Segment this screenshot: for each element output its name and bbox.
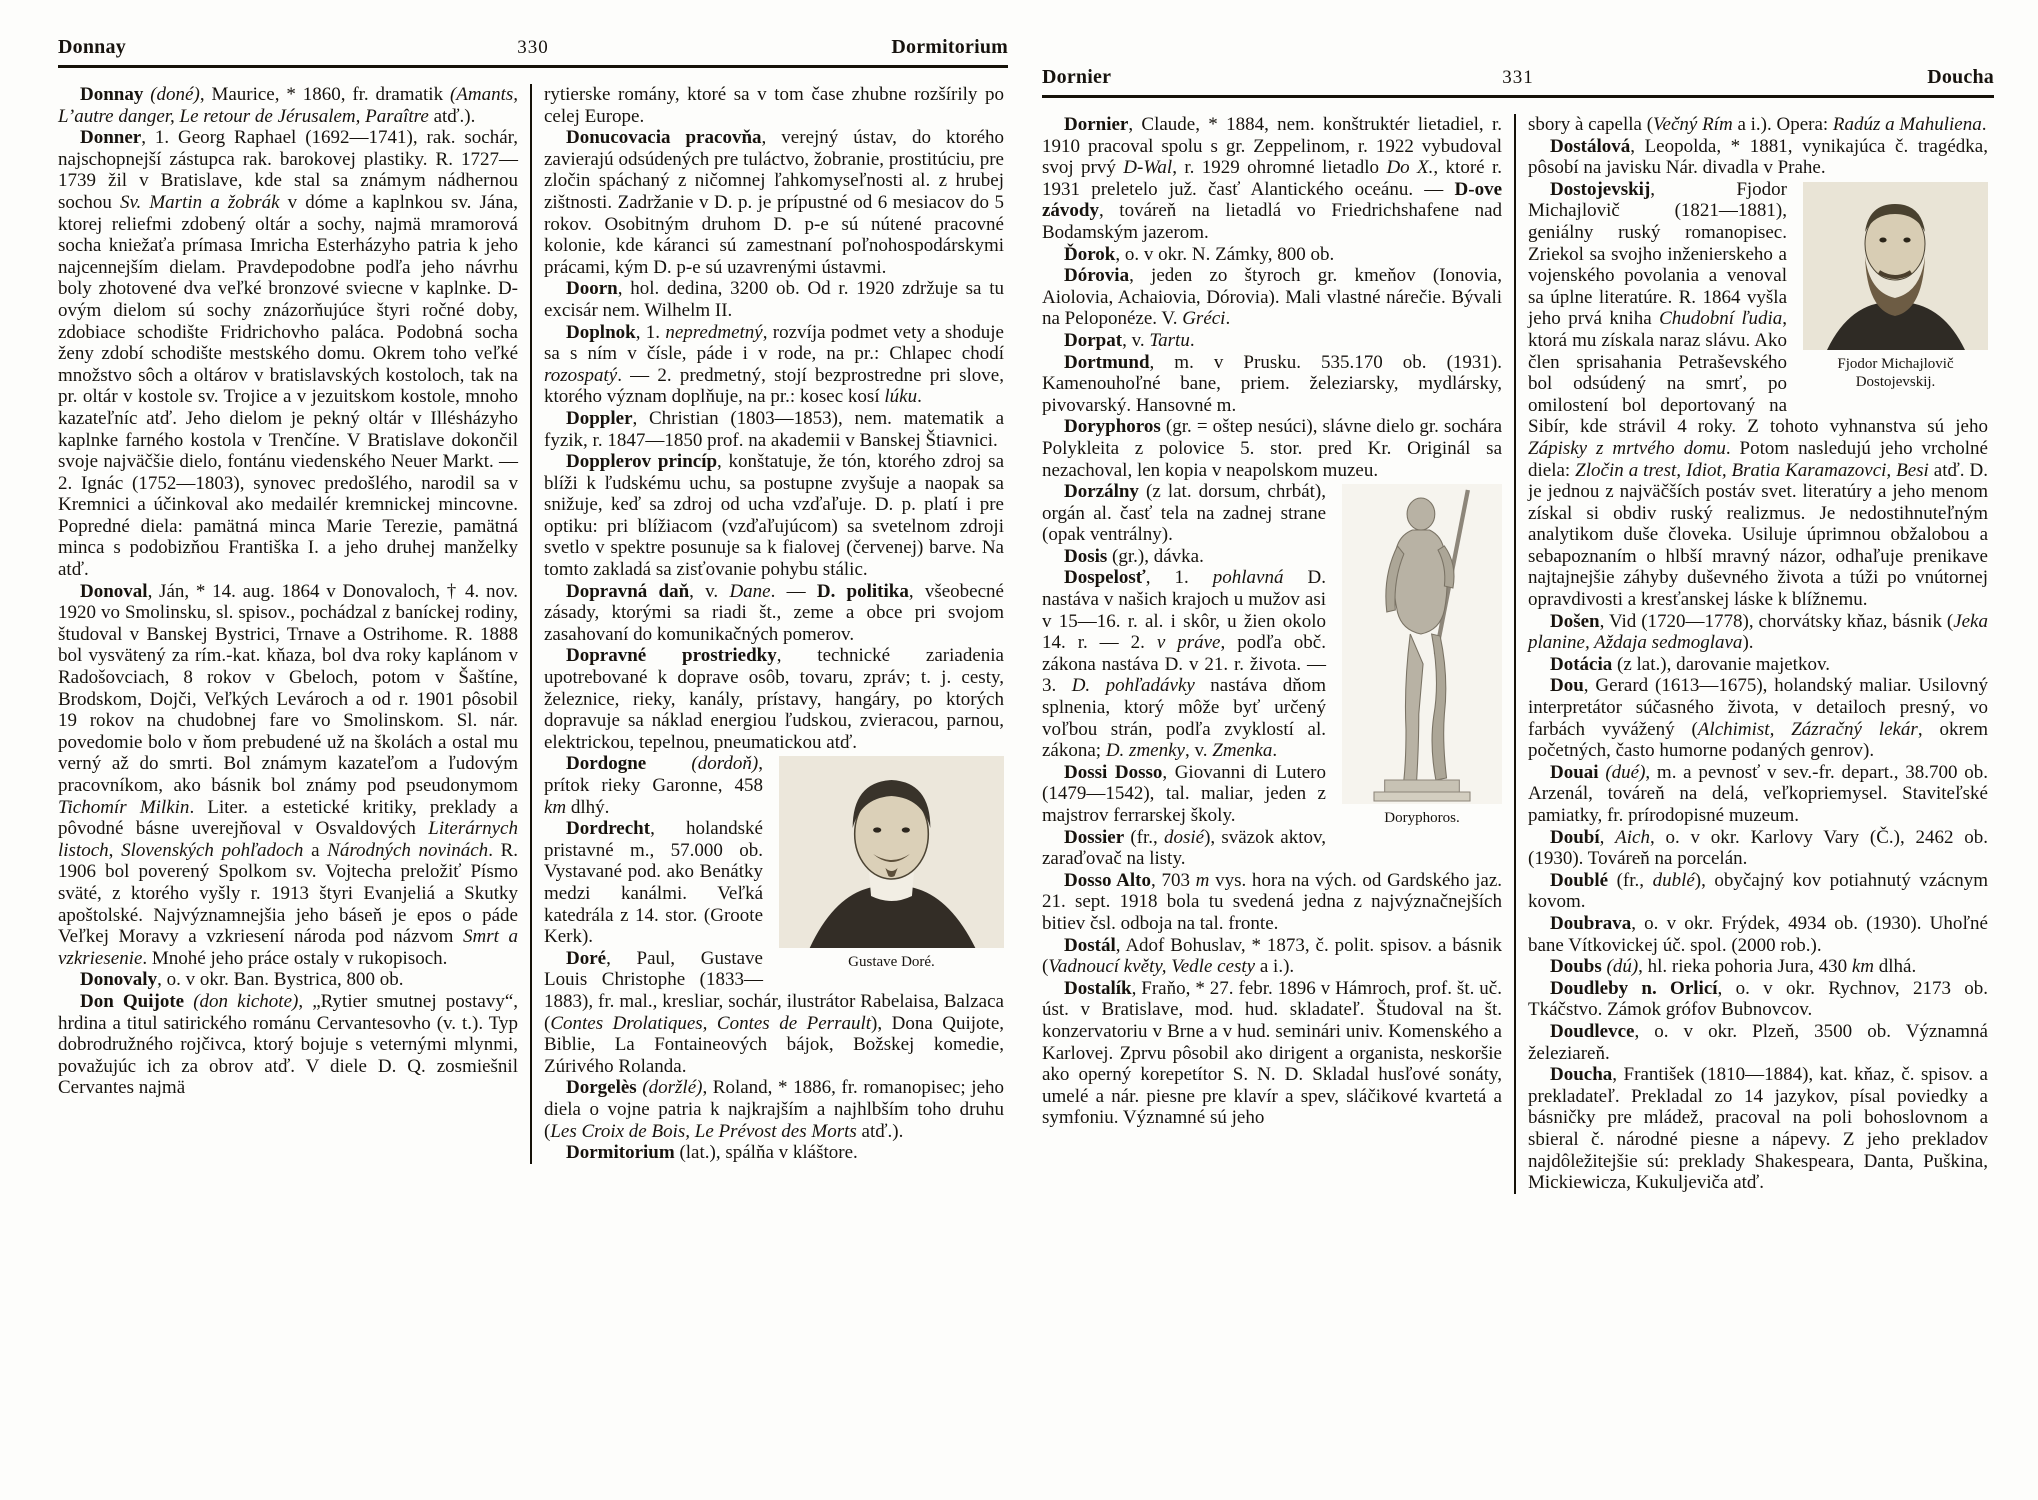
page-0-column-1 (544, 84, 1004, 1164)
running-head-left-page (58, 36, 1008, 59)
entry-paragraph: Doudlevce, o. v okr. Plzeň, 3500 ob. Významná železiareň. (1528, 1020, 1988, 1064)
column-divider (1514, 114, 1516, 1194)
doryphoros-statue-image-engraving (1342, 484, 1502, 804)
doryphoros-statue-image (1342, 484, 1502, 827)
gustave-dore-portrait-engraving (779, 756, 1004, 948)
entry-paragraph: Dorgelès (doržlé), Roland, * 1886, fr. romanopisec; jeho diela o vojne patria k najkrajším a najhlbším toho druhu (Les Croix de Bois, Le Prévost des Morts atď.). (544, 1077, 1005, 1142)
entry-paragraph: Donner, 1. Georg Raphael (1692—1741), rak. sochár, najschopnejší zástupca rak. barokovej plastiky. R. 1727—1739 žil v Bratislave, kde stal sa známym nádhernou sochou Sv. Martin a žobrák v dóme a kaplnkou sv. Jána, ktorej reliefmi zdobený oltár a sochy, najmä mramorová socha kniežaťa prímasa Imricha Esterházyho patria k jeho najcennejším dielam. Pravdepodobne podľa jeho návrhu boly zhotovené dva veľké bronzové sviecne v kaplnke. D-ovým dielom sú sochy znázorňujúce štyri ročné doby, zdobiace schodište Fridrichovho paláca. Podobná socha ženy zdobí schodište mestského domu. Okrem toho veľké množstvo sôch a oltárov v bratislavských kostoloch, tak na pr. oltár v kostole sv. Trojice a v jezuitskom kostole, mnoho kazateľníc atď. Jeho dielom je pekný oltár v Illésházyho kaplnke farného kostola v Trenčíne. V Bratislave dokončil svoje najväčšie dielo, fontánu viedenského Neuer Markt. — 2. Ignác (1752—1803), synovec predošlého, narodil sa v Kremnici a účinkoval ako medailér kremnickej mincovne. Popredné diela: pamätná minca Marie Terezie, pamätná minca s podobizňou Františka I. a jeho druhej manželky atď. (58, 127, 519, 581)
entry-paragraph: Doppler, Christian (1803—1853), nem. matematik a fyzik, r. 1847—1850 prof. na akademii v Banskej Štiavnici. (544, 407, 1004, 451)
running-head-first-entry: Dornier (1042, 66, 1112, 88)
entry-paragraph: Dordogne (dordoň), prítok rieky Garonne, 458 km dlhý. (544, 753, 763, 818)
column-divider (530, 84, 532, 1164)
entry-paragraph: Doorn, hol. dedina, 3200 ob. Od r. 1920 zdržuje sa tu excisár nem. Wilhelm II. (544, 278, 1004, 321)
entry-paragraph: Don Quijote (don kichote), „Rytier smutnej postavy“, hrdina a titul satirického románu Cervantesovho (v. t.). Typ dobrodružného rojčivca, ktorý bojuje s veternými mlynmi, považujúc ich za obrov atď. V diele D. Q. zosmiešnil Cervantes najmä (58, 990, 519, 1099)
entry-paragraph: rytierske romány, ktoré sa v tom čase zhubne rozšírily po celej Europe. (544, 84, 1004, 127)
entry-paragraph: Dostalík, Fraňo, * 27. febr. 1896 v Hámroch, prof. št. uč. úst. v Bratislave, mod. hud. skladateľ. Študoval na št. konzervatoriu v Brne a v hud. seminári univ. Komenského a Karlovej. Zprvu pôsobil ako dirigent a organista, neskoršie ako operný korepetítor S. N. D. Skladal husľové sonáty, umelé a nár. piesne pre klavír a spev, sláčikové kvartetá a symfoniu. Významné sú jeho (1042, 977, 1502, 1129)
entry-paragraph: Dordrecht, holandské pristavné m., 57.000 ob. Vystavané pod. ako Benátky medzi kanálmi. Veľká katedrála z 14. stor. (Groote Kerk). (544, 818, 763, 948)
running-head-last-entry: Dormitorium (891, 36, 1009, 58)
entry-paragraph: Dostojevskij, Fjodor Michajlovič (1821—1881), geniálny ruský romanopisec. Zriekol sa svojho inženierskeho a vojenského povolania a venoval sa úplne literatúre. R. 1864 vyšla jeho prvá kniha Chudobní ľudia, ktorá mu získala naraz slávu. Ako člen sprisahania Petraševského bol odsúdený na smrť, po omilostení bol deportovaný na Sibír, kde strávil 4 roky. Z tohoto vyhnanstva sú jeho Zápisky z mrtvého domu. Potom nasledujú jeho vrcholné diela: Zločin a trest, Idiot, Bratia Karamazovci, Besi atď. D. je jednou z najväčších postáv svet. literatúry a jeho menom získal si obdiv ruský realizmus. Je nedostihnuteľným analytikom duše človeka. Usiluje úprimnou obžalobou a sebapoznaním o hlbší mravný názor, odhaľuje prenikave najtajnejšie záhyby duševného života a túži po vnútornej opravdivosti a kresťanskej láske k blížnemu. (1528, 178, 1988, 611)
dostojevskij-portrait (1803, 182, 1988, 391)
entry-paragraph: Dornier, Claude, * 1884, nem. konštruktér lietadiel, r. 1910 pracoval spolu s gr. Zeppelinom, r. 1922 vybudoval svoj prvý D-Wal, r. 1929 ohromné lietadlo Do X., ktoré r. 1931 preletelo juž. časť Alantického oceánu. — D-ove závody, továreň na lietadlá vo Friedrichshafene nad Bodamským jazerom. (1042, 114, 1502, 243)
entry-paragraph: Dosso Alto, 703 m vys. hora na vých. od Gardského jaz. 21. sept. 1918 bola tu svedená jedna z najvýznačnejších bitiev čsl. odboja na tal. fronte. (1042, 869, 1503, 934)
page-1-column-1 (1528, 114, 1988, 1194)
running-head-first-entry: Donnay (58, 36, 126, 58)
entry-paragraph: Doubs (dú), hl. rieka pohoria Jura, 430 km dlhá. (1550, 956, 1917, 978)
entry-paragraph: Dortmund, m. v Prusku. 535.170 ob. (1931). Kamenouhoľné bane, priem. železiarsky, mydlársky, pivovarský. Hansovné m. (1042, 351, 1502, 416)
entry-paragraph: Donovaly, o. v okr. Ban. Bystrica, 800 ob. (80, 969, 404, 991)
entry-paragraph: Dorzálny (z lat. dorsum, chrbát), orgán al. časť tela na zadnej strane (opak ventrálny). (1042, 481, 1326, 546)
page-right-columns (1042, 114, 1994, 1194)
dostojevskij-portrait-engraving (1803, 182, 1988, 350)
entry-paragraph: Dospelosť, 1. pohlavná D. nastáva v našich krajoch u mužov asi v 15—16. r. al. i skôr, u žien okolo 14. r. — 2. v práve, podľa obč. zákona nastáva D. v 21. r. života. — 3. D. pohľadávky nastáva dňom splnenia, ktorý môže byť určený voľbou strán, podľa zvyklostí al. zákona; D. zmenky, v. Zmenka. (1042, 567, 1326, 762)
entry-paragraph: Dostál, Adof Bohuslav, * 1873, č. polit. spisov. a básnik (Vadnoucí květy, Vedle cesty a i.). (1042, 934, 1502, 978)
gustave-dore-portrait-caption: Gustave Doré. (848, 954, 935, 971)
entry-paragraph: Dossier (fr., dosié), sväzok aktov, zaraďovač na listy. (1042, 826, 1326, 870)
entry-paragraph: Doubí, Aich, o. v okr. Karlovy Vary (Č.), 2462 ob. (1930). Továreň na porcelán. (1528, 826, 1988, 870)
entry-paragraph: Dosis (gr.), dávka. (1064, 545, 1204, 567)
page-right (1042, 66, 1994, 1194)
running-head-right-page (1042, 66, 1994, 89)
entry-paragraph: Doudleby n. Orlicí, o. v okr. Rychnov, 2173 ob. Tkáčstvo. Zámok grófov Bubnovcov. (1528, 977, 1989, 1021)
entry-paragraph: Dórovia, jeden zo štyroch gr. kmeňov (Ionovia, Aiolovia, Achaiovia, Dórovia). Mali vlastné nárečie. Bývali na Peloponéze. V. Gréci. (1042, 265, 1502, 330)
entry-paragraph: Donoval, Ján, * 14. aug. 1864 v Donovaloch, † 4. nov. 1920 vo Smolinsku, sl. spisov., pochádzal z baníckej rodiny, študoval v Banskej Bystrici, Trnave a Ostrihome. R. 1888 bol vysvätený za rím.-kat. kňaza, bol dva roky kaplánom v Radošovciach, 8 rokov v Gbeloch, potom v Šaštíne, Brodskom, Dojči, Veľkých Levároch a od r. 1901 pôsobil 19 rokov na chudobnej fare vo Smolinskom. Sl. nár. povedomie bolo v ňom prebudené už na školách a ostal mu verný až do smrti. Bol známym kazateľom a ľudovým pracovníkom, ako básnik bol známy pod pseudonymom Tichomír Milkin. Liter. a estetické kritiky, preklady a pôvodné básne uverejňoval v Osvaldových Literárnych listoch, Slovenských pohľadoch a Národných novinách. R. 1906 bol poverený Spolkom sv. Vojtecha preložiť Písmo sväté, z ktorého vyšly r. 1913 štyri Evanjeliá a Skutky apoštolské. Najvýznamnejšia jeho báseň je epos o páde Veľkej Moravy a vzkriesení národa pod názvom Smrt a vzkriesenie. Mnohé jeho práce ostaly v rukopisoch. (58, 580, 519, 969)
page-left-columns (58, 84, 1008, 1164)
running-head-last-entry: Doucha (1927, 66, 1994, 88)
entry-paragraph: Doré, Paul, Gustave Louis Christophe (1833—1883), fr. mal., kresliar, sochár, ilustrátor Rabelaisa, Balzaca (Contes Drolatiques, Contes de Perrault), Dona Quijote, Biblie, La Fontaineových bájok, Božskej komedie, Zúrivého Rolanda. (544, 947, 1004, 1077)
entry-paragraph: Donucovacia pracovňa, verejný ústav, do ktorého zavierajú odsúdených pre tuláctvo, žobranie, prostitúciu, pre zločin spáchaný z ničomnej ľahkomyseľnosti al. z hrubej zištnosti. Zadržanie v D. p. je prípustné od 6 mesiacov do 5 rokov. Osobitným druhom D. p-e sú nútené pracovné kolonie, kde káranci sú zamestnaní poľnohospodárskymi prácami, kým D. p-e sú uzavrenými ústavmi. (544, 127, 1005, 278)
page-number: 330 (517, 37, 549, 58)
entry-paragraph: Doublé (fr., dublé), obyčajný kov potiahnutý vzácnym kovom. (1528, 869, 1988, 913)
entry-paragraph: Doucha, František (1810—1884), kat. kňaz, č. spisov. a prekladateľ. Prekladal zo 14 jazykov, písal poviedky a básničky pre mládež, pracoval na poli bohoslovnom a sbieral č. národné piesne a nápevy. Z jeho prekladov najdôležitejšie sú: preklady Shakespeara, Danta, Puškina, Mickiewicza, Kukuljeviča atď. (1528, 1064, 1988, 1194)
entry-paragraph: Douai (dué), m. a pevnosť v sev.-fr. depart., 38.700 ob. Arzenál, továreň na delá, veľkopriemysel. Staviteľské pamiatky, fr. prírodopisné muzeum. (1528, 761, 1989, 826)
dostojevskij-portrait-caption: Fjodor Michajlovič Dostojevskij. (1837, 355, 1954, 390)
entry-paragraph: Doplnok, 1. nepredmetný, rozvíja podmet vety a shoduje sa s ním v čísle, páde i v rode, na pr.: Chlapec chodí rozospatý. — 2. predmetný, stojí bezprostredne pri slove, ktorého význam doplňuje, na pr.: kosec kosí lúku. (544, 321, 1004, 408)
entry-paragraph: sbory à capella (Večný Rím a i.). Opera: Radúz a Mahuliena. (1528, 114, 1987, 135)
entry-paragraph: Dotácia (z lat.), darovanie majetkov. (1550, 653, 1830, 675)
entry-paragraph: Dou, Gerard (1613—1675), holandský maliar. Usilovný interpretátor súčasného života, v detailoch presný, vo farbách vyvážený (Alchimist, Zázračný lekár, okrem početných, často humorne podaných genrov). (1528, 675, 1988, 762)
entry-paragraph: Dorpat, v. Tartu. (1064, 329, 1195, 351)
gustave-dore-portrait (779, 756, 1004, 971)
entry-paragraph: Donnay (doné), Maurice, * 1860, fr. dramatik (Amants, L’autre danger, Le retour de Jérusalem, Paraître atď.). (58, 84, 519, 127)
header-rule (58, 65, 1008, 68)
entry-paragraph: Dopplerov princíp, konštatuje, že tón, ktorého zdroj sa blíži k ľudskému uchu, sa postupne zvyšuje a naopak sa snižuje, keď sa zdroj od ucha vzďaľuje. D. p. platí i pre optiku: pri blížiacom (vzďaľujúcom) sa svetelnom zdroji svetlo v spektre posunuje sa k fialovej (červenej) barve. Na tomto zakladá sa zisťovanie pohybu stálic. (544, 451, 1004, 581)
entry-paragraph: Dostálová, Leopolda, * 1881, vynikajúca č. tragédka, pôsobí na javisku Nár. divadla v Prahe. (1528, 135, 1988, 179)
entry-paragraph: Doubrava, o. v okr. Frýdek, 4934 ob. (1930). Uhoľné bane Vítkovickej úč. spol. (2000 rob.). (1528, 912, 1988, 956)
entry-paragraph: Dossi Dosso, Giovanni di Lutero (1479—1542), tal. maliar, jeden z majstrov ferrarskej školy. (1042, 761, 1326, 826)
entry-paragraph: Dopravná daň, v. Dane. — D. politika, všeobecné zásady, ktorými sa riadi št., zeme a obce pri svojom zasahovaní do komunikačných pomerov. (544, 580, 1004, 645)
entry-paragraph: Ďorok, o. v okr. N. Zámky, 800 ob. (1064, 243, 1335, 265)
page-0-column-0 (58, 84, 518, 1164)
entry-paragraph: Dormitorium (lat.), spálňa v kláštore. (566, 1142, 858, 1164)
entry-paragraph: Došen, Vid (1720—1778), chorvátsky kňaz, básnik (Jeka planine, Aždaja sedmoglava). (1528, 610, 1988, 654)
header-rule (1042, 95, 1994, 98)
doryphoros-statue-image-caption: Doryphoros. (1384, 810, 1460, 827)
entry-paragraph: Doryphoros (gr. = oštep nesúci), slávne dielo gr. sochára Polykleita z polovice 5. stor. pred Kr. Originál sa nezachoval, len kopia v neapolskom muzeu. (1042, 416, 1502, 481)
entry-paragraph: Dopravné prostriedky, technické zariadenia upotrebované k doprave osôb, tovaru, zpráv; t. j. cesty, železnice, rieky, kanály, prístavy, hangáry, po ktorých dopravuje sa náklad energiou ľudskou, zvieracou, parnou, elektrickou, tepelnou, pneumatickou atď. (544, 645, 1004, 753)
page-1-column-0 (1042, 114, 1502, 1194)
page-number: 331 (1502, 67, 1534, 88)
page-left (58, 36, 1008, 1164)
